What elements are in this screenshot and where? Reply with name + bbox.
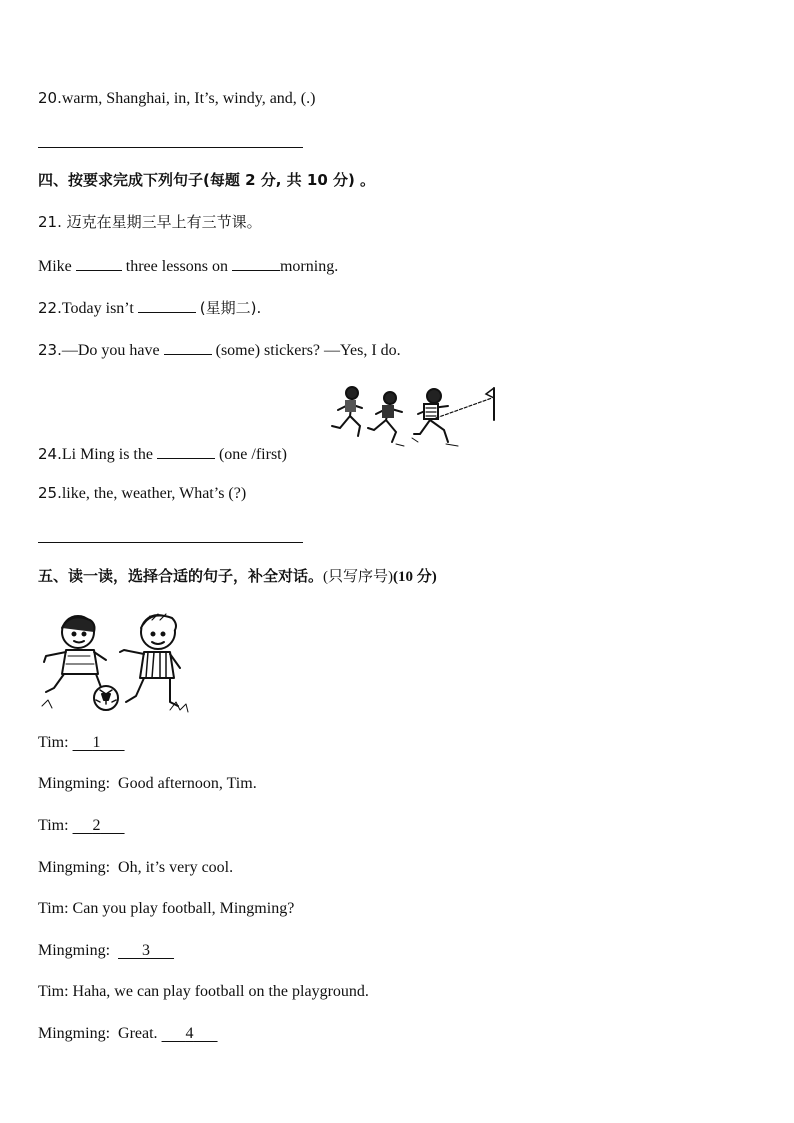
section-title: 五、读一读，选择合适的句子，补全对话。 (38, 567, 324, 585)
question-20 (38, 88, 315, 109)
boys-playing-football-illustration (40, 606, 190, 716)
sentence-part: (one /first) (218, 446, 287, 463)
fill-blank[interactable] (232, 254, 280, 271)
speaker-name: Tim: (38, 817, 69, 834)
sentence-part: Li Ming is the (61, 446, 153, 463)
question-24 (38, 442, 287, 465)
question-number: 21. (38, 213, 62, 231)
question-21 (38, 212, 262, 232)
section-note: (只写序号) (323, 569, 394, 585)
question-text: warm, Shanghai, in, It’s, windy, and, (.) (61, 90, 316, 107)
dialogue-text: Oh, it’s very cool. (118, 859, 234, 876)
dialogue-line (38, 774, 257, 794)
question-text: like, the, weather, What’s (?) (61, 485, 247, 502)
question-number: 22. (38, 299, 62, 317)
question-number: 23. (38, 341, 62, 359)
fill-blank[interactable] (138, 296, 196, 313)
answer-line-25[interactable] (38, 542, 303, 543)
question-number: 25. (38, 484, 62, 502)
dialogue-line (38, 816, 125, 836)
speaker-name: Tim: (38, 734, 69, 751)
question-prompt-cn: 迈克在星期三早上有三节课。 (66, 213, 262, 231)
sentence-part: Today isn’t (61, 300, 134, 317)
dialogue-line (38, 941, 174, 961)
sentence-part: Mike (38, 258, 72, 275)
dialogue-line (38, 1024, 218, 1044)
answer-line-20[interactable] (38, 147, 303, 148)
question-25 (38, 483, 246, 504)
sentence-part: three lessons on (125, 258, 228, 275)
question-number: 24. (38, 445, 62, 463)
answer-blank[interactable]: 3 (142, 942, 151, 959)
answer-blank[interactable]: 2 (92, 817, 101, 834)
dialogue-text: Great. (118, 1025, 158, 1042)
race-runners-illustration (326, 384, 500, 452)
question-22 (38, 296, 261, 319)
fill-blank[interactable] (164, 338, 212, 355)
section-4-heading: 四、按要求完成下列句子(每题 2 分, 共 10 分) 。 (38, 171, 376, 189)
dialogue-line (38, 733, 125, 753)
dialogue-text: Can you play football, Mingming? (72, 900, 295, 917)
dialogue-line (38, 982, 369, 1002)
speaker-name: Mingming: (38, 775, 111, 792)
section-score: (10 分) (393, 569, 437, 585)
question-23 (38, 338, 401, 361)
dialogue-text: Haha, we can play football on the playground. (72, 983, 369, 1000)
dialogue-text: Good afternoon, Tim. (118, 775, 257, 792)
sentence-part: (some) stickers? —Yes, I do. (215, 342, 401, 359)
question-21-sentence (38, 254, 338, 277)
sentence-part: morning. (279, 258, 339, 275)
dialogue-line (38, 858, 233, 878)
answer-blank[interactable]: 4 (185, 1025, 194, 1042)
sentence-part: —Do you have (61, 342, 160, 359)
sentence-part: (星期二). (199, 299, 262, 317)
speaker-name: Tim: (38, 900, 69, 917)
speaker-name: Tim: (38, 983, 69, 1000)
speaker-name: Mingming: (38, 942, 111, 959)
answer-blank[interactable]: 1 (92, 734, 101, 751)
fill-blank[interactable] (157, 442, 215, 459)
speaker-name: Mingming: (38, 859, 111, 876)
question-number: 20. (38, 89, 62, 107)
dialogue-line (38, 899, 294, 919)
fill-blank[interactable] (76, 254, 122, 271)
speaker-name: Mingming: (38, 1025, 111, 1042)
section-5-heading (38, 566, 437, 587)
